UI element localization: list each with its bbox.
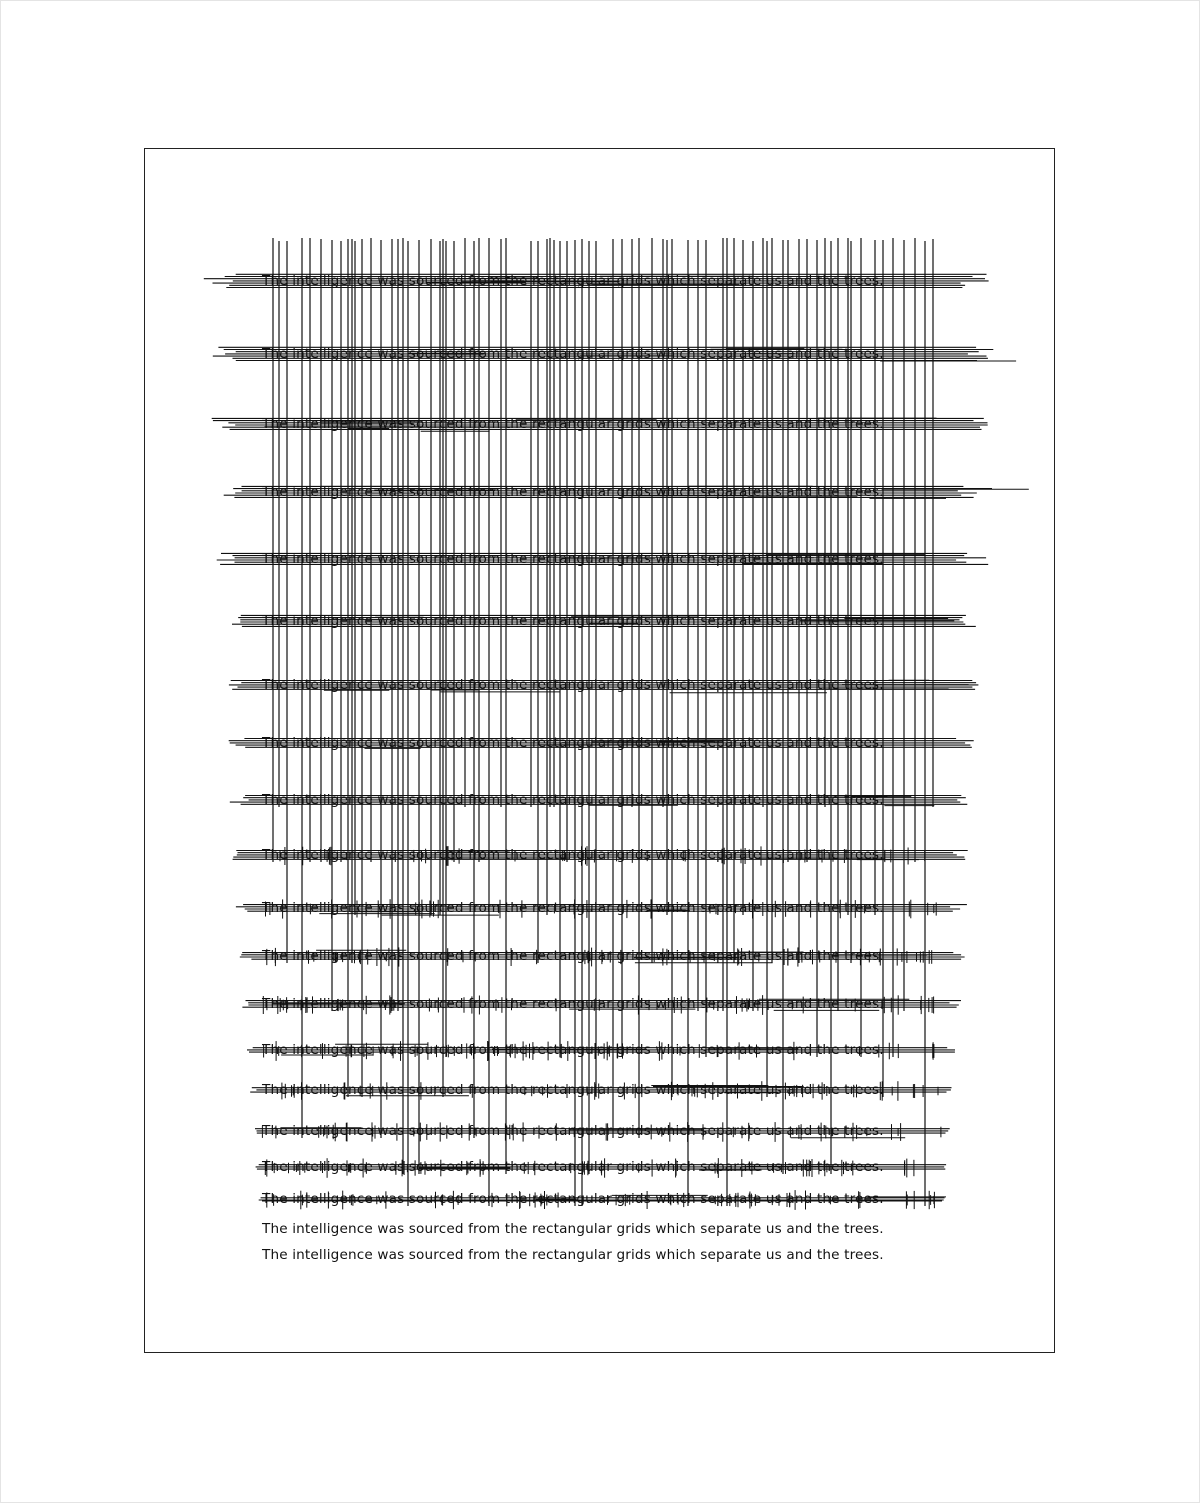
text-line: The intelligence was sourced from the rectangular grids which separate us and the trees.: [262, 1191, 884, 1207]
text-line: The intelligence was sourced from the rectangular grids which separate us and the trees.: [262, 273, 884, 289]
text-line: The intelligence was sourced from the rectangular grids which separate us and the trees.: [262, 346, 884, 362]
text-line: The intelligence was sourced from the rectangular grids which separate us and the trees.: [262, 900, 884, 916]
text-line: The intelligence was sourced from the rectangular grids which separate us and the trees.: [262, 847, 884, 863]
text-line: The intelligence was sourced from the rectangular grids which separate us and the trees.: [262, 1247, 884, 1263]
text-line: The intelligence was sourced from the rectangular grids which separate us and the trees.: [262, 416, 884, 432]
text-line: The intelligence was sourced from the rectangular grids which separate us and the trees.: [262, 1123, 884, 1139]
text-line: The intelligence was sourced from the rectangular grids which separate us and the trees.: [262, 735, 884, 751]
text-line: The intelligence was sourced from the rectangular grids which separate us and the trees.: [262, 1221, 884, 1237]
text-line: The intelligence was sourced from the rectangular grids which separate us and the trees.: [262, 484, 884, 500]
text-line: The intelligence was sourced from the rectangular grids which separate us and the trees.: [262, 792, 884, 808]
text-line: The intelligence was sourced from the rectangular grids which separate us and the trees.: [262, 613, 884, 629]
text-line: The intelligence was sourced from the rectangular grids which separate us and the trees.: [262, 551, 884, 567]
text-line: The intelligence was sourced from the rectangular grids which separate us and the trees.: [262, 677, 884, 693]
text-line: The intelligence was sourced from the rectangular grids which separate us and the trees.: [262, 1159, 884, 1175]
text-line: The intelligence was sourced from the rectangular grids which separate us and the trees.: [262, 948, 884, 964]
text-line: The intelligence was sourced from the rectangular grids which separate us and the trees.: [262, 996, 884, 1012]
text-line: The intelligence was sourced from the rectangular grids which separate us and the trees.: [262, 1082, 884, 1098]
text-line: The intelligence was sourced from the rectangular grids which separate us and the trees.: [262, 1042, 884, 1058]
